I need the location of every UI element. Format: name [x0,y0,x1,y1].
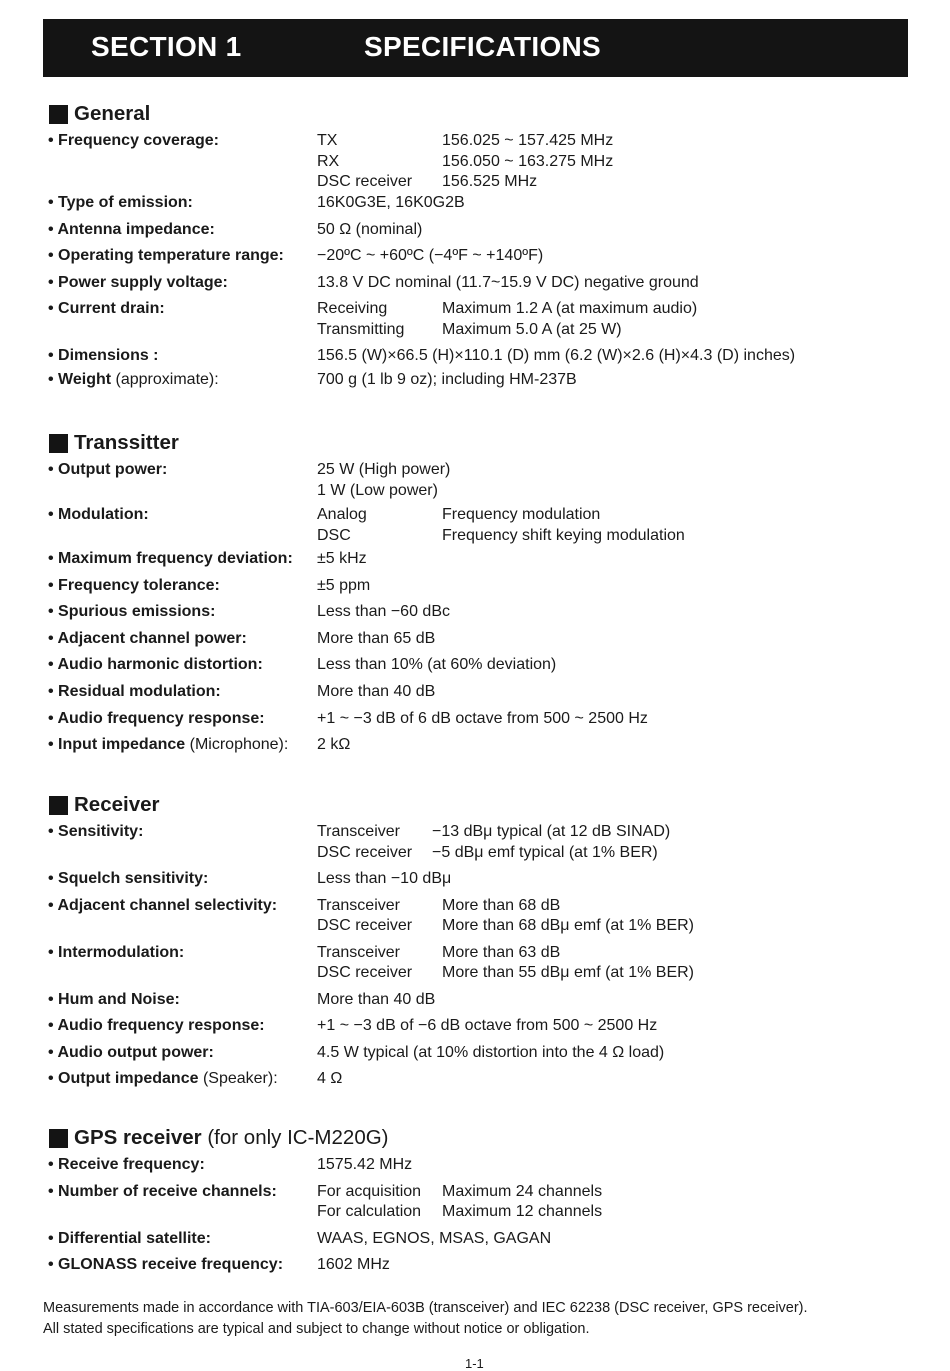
spec-label: • Frequency tolerance: [48,576,220,594]
spec-label: • Adjacent channel power: [48,629,247,647]
bullet-square-icon [49,105,68,124]
page-title: SPECIFICATIONS [364,31,602,62]
spec-row-output-power [48,460,908,505]
spec-value: 1575.42 MHz [317,1156,413,1173]
spec-row-emission [48,193,908,220]
spec-label: • Output impedance (Speaker): [48,1070,278,1088]
footnote-line: Measurements made in accordance with TIA-603/EIA-603B (transceiver) and IEC 62238 (DSC receiver, GPS receiver). [43,1300,808,1316]
spec-line: TX 156.025 ~ 157.425 MHz [317,132,614,149]
spec-value: 4 Ω [317,1070,343,1088]
spec-row-audio-output-power [48,1043,908,1070]
spec-value: 1602 MHz [317,1256,390,1273]
spec-value: +1 ~ −3 dB of 6 dB octave from 500 ~ 2500 Hz [317,709,648,727]
spec-label: • Number of receive channels: [48,1182,277,1200]
spec-line: Transceiver −13 dBμ typical (at 12 dB SINAD) [317,823,671,840]
spec-value: 13.8 V DC nominal (11.7~15.9 V DC) negative ground [317,273,699,291]
spec-row-spurious [48,602,908,629]
spec-values [317,1182,602,1223]
spec-values [317,822,670,863]
spec-row-temperature [48,246,908,273]
spec-line: Receiving Maximum 1.2 A (at maximum audio) [317,300,698,317]
spec-row-adjacent-selectivity [48,896,908,943]
spec-label: • GLONASS receive frequency: [48,1256,284,1273]
spec-value: ±5 kHz [317,550,367,567]
spec-values [317,131,613,193]
footnote-line: All stated specifications are typical and subject to change without notice or obligation. [43,1321,590,1337]
bullet-square-icon [49,796,68,815]
spec-line: DSC receiver −5 dBμ emf typical (at 1% BER) [317,843,658,861]
section-heading [48,794,908,820]
spec-row-input-impedance [48,735,908,762]
bullet-square-icon [49,434,68,453]
spec-row-power-supply [48,273,908,300]
spec-value: More than 65 dB [317,629,436,647]
spec-value: 4.5 W typical (at 10% distortion into the 4 Ω load) [317,1043,665,1061]
section-title: Receiver [74,793,160,816]
spec-label: • Spurious emissions: [48,603,216,621]
spec-label: • Adjacent channel selectivity: [48,896,278,914]
spec-line: RX 156.050 ~ 163.275 MHz [317,152,614,170]
spec-row-current-drain [48,299,908,346]
spec-row-hum-noise [48,990,908,1017]
spec-label: • Squelch sensitivity: [48,870,209,887]
spec-label: • Output power: [48,461,168,478]
spec-row-frequency-tolerance [48,576,908,603]
spec-label: • Input impedance (Microphone): [48,736,289,754]
spec-value: 700 g (1 lb 9 oz); including HM-237B [317,371,577,388]
spec-row-audio-frequency-response [48,1016,908,1043]
spec-line: For calculation Maximum 12 channels [317,1203,603,1220]
spec-label: • Audio output power: [48,1043,214,1061]
spec-value: −20ºC ~ +60ºC (−4ºF ~ +140ºF) [317,247,544,264]
spec-value: 50 Ω (nominal) [317,220,423,238]
spec-line: Analog Frequency modulation [317,506,601,523]
spec-label: • Differential satellite: [48,1229,211,1247]
spec-value: Less than −10 dBμ [317,870,452,887]
spec-label: • Current drain: [48,300,165,317]
section-heading [48,103,908,129]
spec-row-differential-satellite [48,1229,908,1256]
spec-label: • Maximum frequency deviation: [48,550,293,567]
spec-label: • Sensitivity: [48,823,144,840]
spec-label: • Power supply voltage: [48,273,228,291]
gps-section [48,1127,908,1282]
bullet-square-icon [49,1129,68,1148]
spec-line: DSC receiver 156.525 MHz [317,173,538,190]
spec-line: For acquisition Maximum 24 channels [317,1182,603,1200]
spec-row-intermodulation [48,943,908,990]
spec-values [317,505,685,546]
spec-row-antenna [48,220,908,247]
spec-row-weight [48,370,908,394]
spec-row-output-impedance [48,1069,908,1096]
spec-label: • Audio frequency response: [48,709,265,727]
spec-line: DSC Frequency shift keying modulation [317,526,685,544]
spec-value: 2 kΩ [317,736,351,754]
spec-row-receive-channels [48,1182,908,1229]
spec-value: More than 40 dB [317,990,436,1008]
spec-label: • Frequency coverage: [48,132,219,149]
spec-row-max-deviation [48,549,908,576]
spec-value: Less than 10% (at 60% deviation) [317,656,557,674]
spec-line: DSC receiver More than 55 dBμ emf (at 1% BER) [317,964,694,981]
spec-label: • Antenna impedance: [48,220,215,238]
spec-value: Less than −60 dBc [317,603,450,621]
spec-values [317,299,697,340]
section-title: Transsitter [74,431,179,454]
spec-value: ±5 ppm [317,576,371,594]
section-header [43,19,908,77]
spec-line: DSC receiver More than 68 dBμ emf (at 1% BER) [317,917,694,934]
spec-label: • Audio frequency response: [48,1017,265,1035]
spec-label: • Type of emission: [48,194,193,211]
spec-row-harmonic-distortion [48,655,908,682]
spec-value: More than 40 dB [317,682,436,700]
section-title: GPS receiver (for only IC-M220G) [74,1126,389,1149]
spec-row-receive-frequency [48,1155,908,1182]
spec-label: • Audio harmonic distortion: [48,656,263,674]
spec-values [317,896,694,937]
general-section [48,103,908,394]
spec-label: • Weight (approximate): [48,371,219,388]
section-heading [48,432,908,458]
receiver-section [48,794,908,1096]
spec-row-residual-modulation [48,682,908,709]
spec-row-dimensions [48,346,908,370]
page-number: 1-1 [465,1356,484,1371]
section-title: General [74,102,151,125]
spec-value: 156.5 (W)×66.5 (H)×110.1 (D) mm (6.2 (W)×2.6 (H)×4.3 (D) inches) [317,347,796,364]
spec-row-modulation [48,505,908,549]
spec-value: +1 ~ −3 dB of −6 dB octave from 500 ~ 2500 Hz [317,1017,658,1035]
section-number: SECTION 1 [91,31,242,62]
spec-label: • Dimensions : [48,347,159,364]
spec-label: • Residual modulation: [48,682,221,700]
spec-label: • Operating temperature range: [48,247,284,264]
spec-line: Transmitting Maximum 5.0 A (at 25 W) [317,320,622,338]
spec-values: 25 W (High power) 1 W (Low power) [317,461,451,499]
spec-row-frequency-coverage [48,131,908,193]
spec-line: Transceiver More than 68 dB [317,896,561,914]
spec-row-glonass [48,1255,908,1282]
section-heading [48,1127,908,1153]
footnote [43,1298,923,1340]
spec-value: 16K0G3E, 16K0G2B [317,194,465,211]
spec-label: • Modulation: [48,506,149,523]
spec-label: • Hum and Noise: [48,990,180,1008]
spec-row-squelch [48,869,908,896]
spec-label: • Receive frequency: [48,1156,205,1173]
spec-line: Transceiver More than 63 dB [317,943,561,961]
spec-row-adjacent-power [48,629,908,656]
spec-label: • Intermodulation: [48,943,185,961]
spec-values [317,943,694,984]
spec-row-audio-frequency-response [48,709,908,736]
spec-value: WAAS, EGNOS, MSAS, GAGAN [317,1229,552,1247]
transmitter-section [48,432,908,762]
spec-row-sensitivity [48,822,908,869]
